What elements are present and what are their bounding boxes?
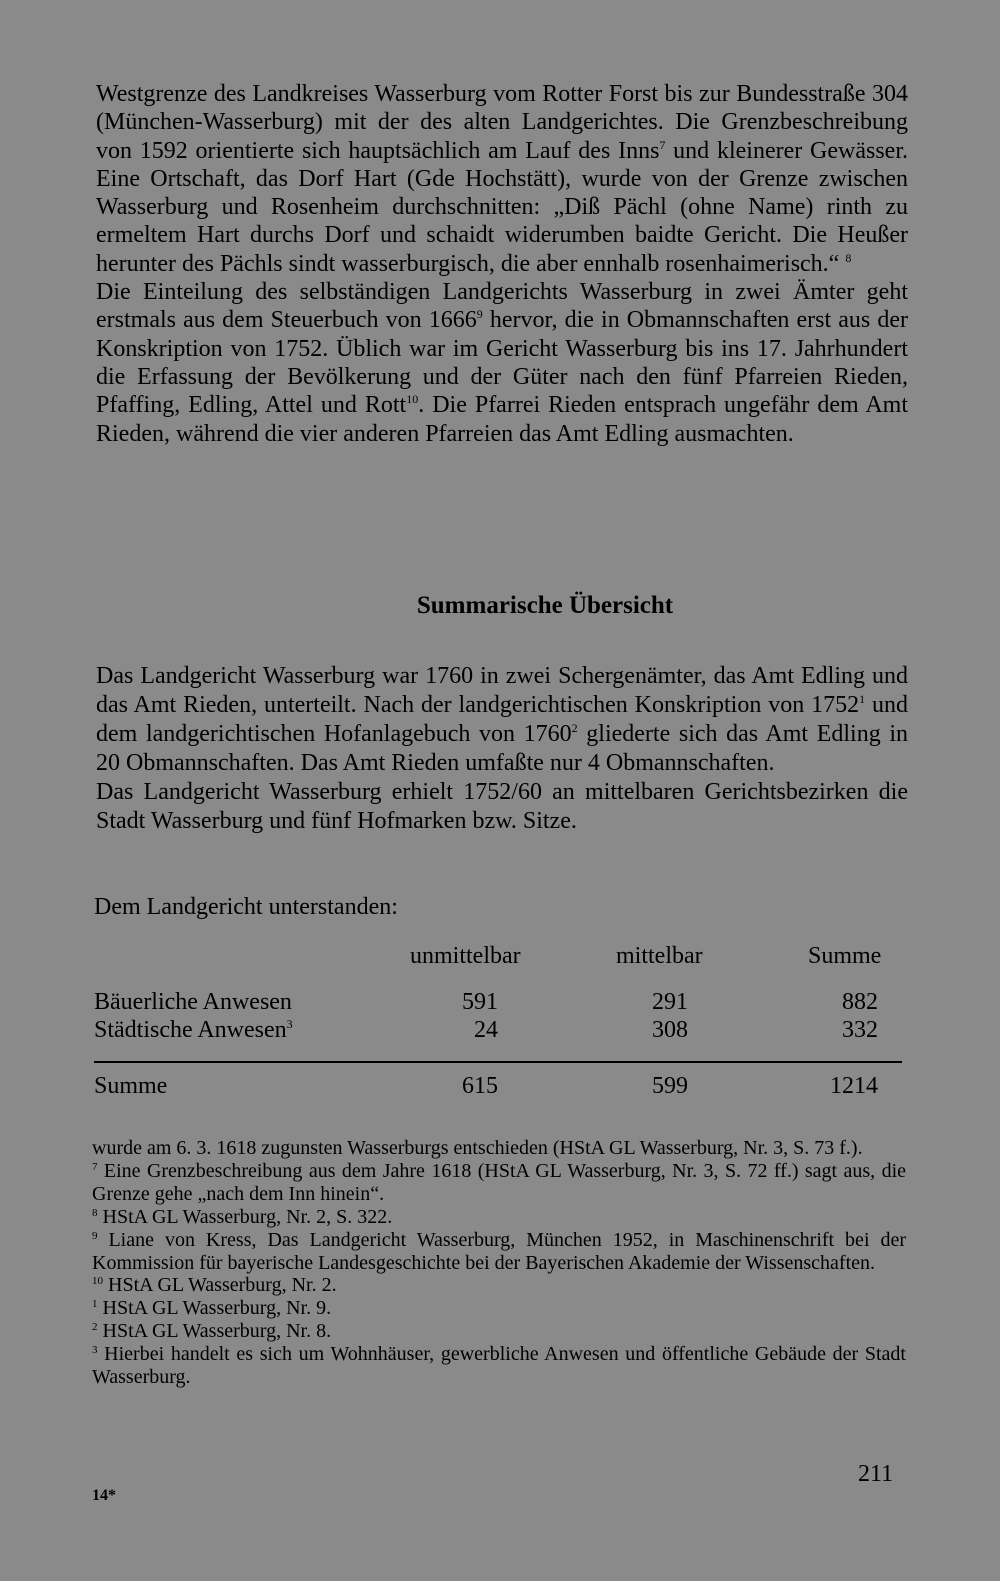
- footnote-number: 1: [92, 1298, 98, 1311]
- column-header: unmittelbar: [410, 943, 521, 969]
- footnote: [92, 1229, 906, 1275]
- table-row: [94, 1017, 906, 1045]
- footnote: [92, 1274, 906, 1297]
- paragraph-text: . Die Pfarrei Rieden entsprach ungefähr dem Amt Rieden, während die vier anderen Pfarreien das Amt Edling ausmachten.: [96, 392, 909, 447]
- summary-text: [96, 662, 908, 836]
- table-total-row: [94, 1073, 906, 1101]
- column-header: Summe: [808, 943, 882, 969]
- column-header: mittelbar: [616, 943, 703, 969]
- footnote: [92, 1297, 906, 1320]
- footnote-text: Liane von Kress, Das Landgericht Wasserburg, München 1952, in Maschinenschrift bei der Kommission für bayerische Landesgeschichte bei der Bayerischen Akademie der Wissenschaften.: [92, 1228, 906, 1274]
- footnote-text: Eine Grenzbeschreibung aus dem Jahre 1618 (HStA GL Wasserburg, Nr. 3, S. 72 ff.) sagt aus, die Grenze gehe „nach dem Inn hinein“.: [92, 1159, 906, 1205]
- footnote-number: 3: [92, 1344, 98, 1357]
- page-number: 211: [858, 1461, 894, 1487]
- table-header-row: [94, 943, 906, 989]
- section-heading: Summarische Übersicht: [416, 592, 674, 619]
- paragraph-mittelbar: Das Landgericht Wasserburg erhielt 1752/60 an mittelbaren Gerichtsbezirken die Stadt Wasserburg und fünf Hofmarken bzw. Sitze.: [96, 779, 908, 834]
- paragraph-text: und kleinerer Gewässer. Eine Ortschaft, das Dorf Hart (Gde Hochstätt), wurde von der Grenze zwischen Wasserburg und Rosenheim durchschnitten: „Diß Pächl (ohne Name) rinth zu ermeltem Hart durchs Dorf und schaidt widerumben baidte Gericht. Die Heußer herunter des Pächls sindt wasserburgisch, die aber ennhalb rosenhaimerisch.“: [96, 137, 908, 277]
- paragraph-aemter: [96, 278, 908, 448]
- table-row: [94, 989, 906, 1017]
- footnote: [92, 1320, 906, 1343]
- table-cell: 291: [652, 989, 688, 1015]
- footnote-number: 2: [92, 1321, 98, 1334]
- paragraph-schergenaemter: [96, 662, 908, 778]
- footnote-ref: 8: [845, 250, 852, 265]
- footnotes: [92, 1137, 906, 1389]
- footnote: [92, 1343, 906, 1389]
- row-label: [94, 1017, 293, 1044]
- footnote-text: Hierbei handelt es sich um Wohnhäuser, gewerbliche Anwesen und öffentliche Gebäude der Stadt Wasserburg.: [92, 1343, 906, 1389]
- footnote-ref: 9: [476, 307, 483, 322]
- table-divider: [94, 1061, 902, 1063]
- footnote-ref: 10: [406, 392, 419, 407]
- paragraph-boundary: [96, 80, 908, 278]
- table-cell: 882: [842, 989, 878, 1015]
- table-cell: 24: [474, 1017, 498, 1043]
- footnote-text: HStA GL Wasserburg, Nr. 9.: [97, 1297, 332, 1320]
- footnote-number: 10: [92, 1275, 103, 1288]
- footnote-text: HStA GL Wasserburg, Nr. 8.: [97, 1320, 332, 1343]
- paragraph-text: gliederte sich das Amt Edling in 20 Obmannschaften. Das Amt Rieden umfaßte nur 4 Obmannschaften.: [96, 721, 908, 776]
- paragraph-text: hervor, die in Obmannschaften erst aus der Konskription von 1752. Üblich war im Gericht Wasserburg bis ins 17. Jahrhundert die Erfassung der Bevölkerung und der Güter nach den fünf Pfarreien Rieden, Pfaffing, Edling, Attel und Rott: [96, 307, 908, 419]
- table-cell: 1214: [830, 1073, 878, 1099]
- body-text: [96, 80, 908, 448]
- footnote-text: HStA GL Wasserburg, Nr. 2.: [103, 1274, 337, 1297]
- paragraph-text: Westgrenze des Landkreises Wasserburg vom Rotter Forst bis zur Bundesstraße 304 (München-Wasserburg) mit der des alten Landgerichtes. Die Grenzbeschreibung von 1592 orientierte sich hauptsächlich am Lauf des Inns: [96, 81, 908, 164]
- row-label: Summe: [94, 1073, 168, 1099]
- row-label-text: Städtische Anwesen: [94, 1017, 287, 1043]
- footnote-number: 9: [92, 1229, 98, 1242]
- paragraph-text: Das Landgericht Wasserburg war 1760 in zwei Schergenämter, das Amt Edling und das Amt Rieden, unterteilt. Nach der landgerichtischen Konskription von 1752: [96, 663, 908, 718]
- printer-signature: 14*: [92, 1487, 116, 1504]
- footnote-continuation: wurde am 6. 3. 1618 zugunsten Wasserburgs entschieden (HStA GL Wasserburg, Nr. 3, S. 73 f.).: [92, 1137, 863, 1159]
- footnote-number: 8: [92, 1206, 98, 1219]
- table-cell: 599: [652, 1073, 688, 1099]
- row-label: [94, 989, 292, 1016]
- paragraph-text: und dem landgerichtischen Hofanlagebuch von 1760: [96, 692, 909, 747]
- footnote-ref: 2: [571, 721, 578, 735]
- row-label-text: Bäuerliche Anwesen: [94, 989, 292, 1015]
- statistics-table: [94, 943, 906, 1101]
- footnote-number: 7: [92, 1160, 98, 1173]
- footnote-ref: 1: [859, 692, 866, 706]
- footnote: [92, 1160, 906, 1206]
- footnote-ref: 7: [659, 137, 666, 152]
- footnote-text: HStA GL Wasserburg, Nr. 2, S. 322.: [97, 1205, 393, 1228]
- table-cell: 332: [842, 1017, 878, 1043]
- table-intro: Dem Landgericht unterstanden:: [94, 894, 398, 920]
- paragraph-text: Die Einteilung des selbständigen Landgerichts Wasserburg in zwei Ämter geht erstmals aus dem Steuerbuch von 1666: [96, 279, 908, 334]
- table-cell: 308: [652, 1017, 688, 1043]
- footnote-ref: 3: [286, 1017, 293, 1031]
- table-cell: 591: [462, 989, 498, 1015]
- footnote: [92, 1206, 906, 1229]
- table-cell: 615: [462, 1073, 498, 1099]
